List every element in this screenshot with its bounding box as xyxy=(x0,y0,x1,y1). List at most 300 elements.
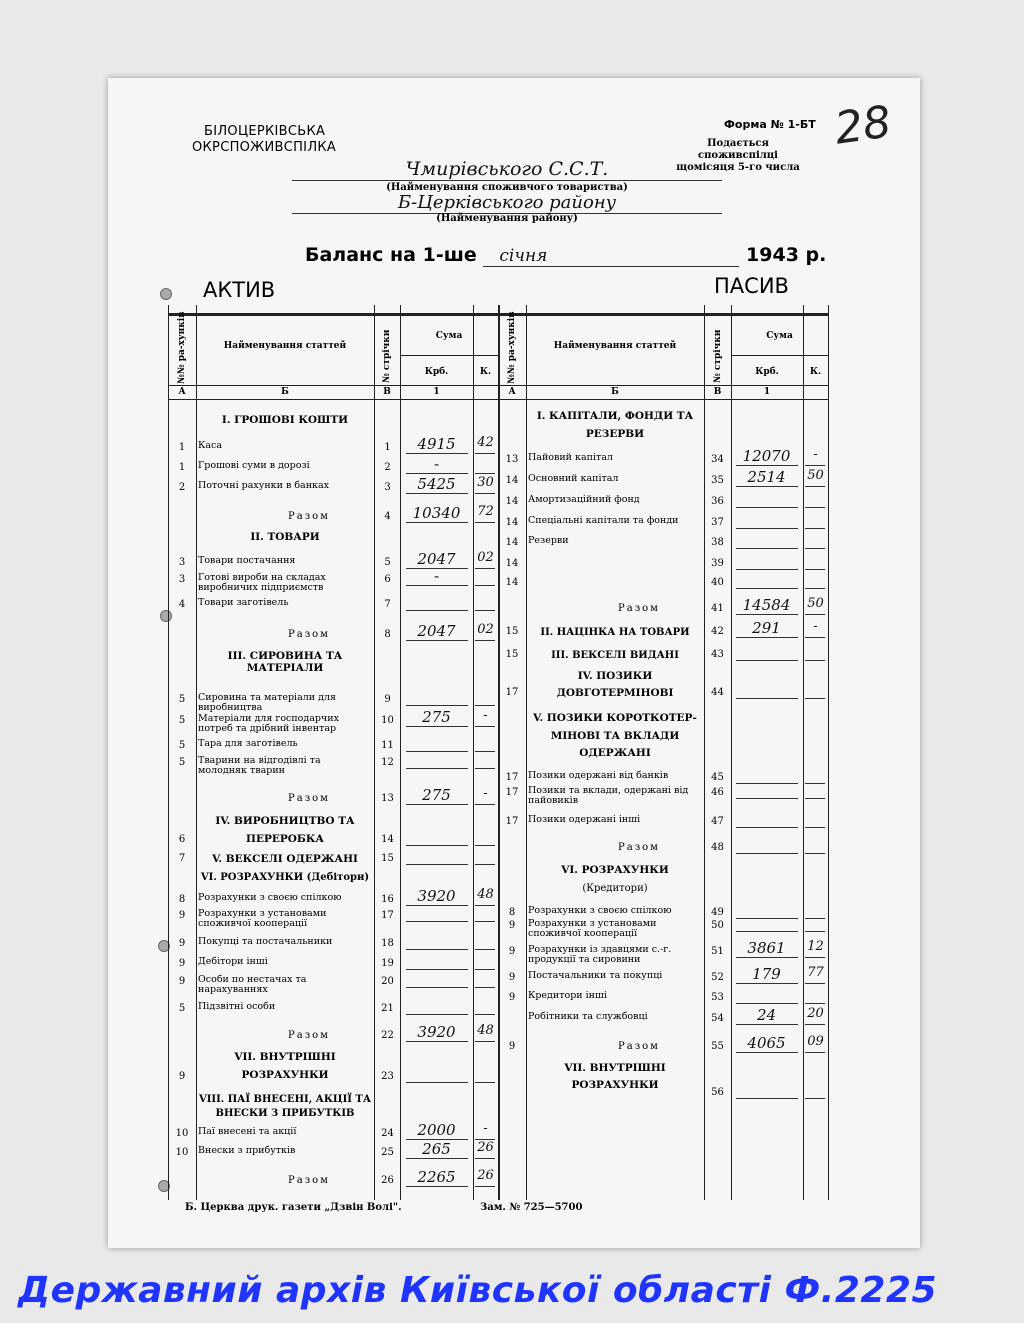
passive-amount-underline xyxy=(736,660,798,661)
passive-account-number: 17 xyxy=(505,816,519,827)
active-amount-kop: 48 xyxy=(477,1023,494,1038)
active-account-number: 10 xyxy=(175,1147,189,1158)
passive-kop-underline xyxy=(805,783,825,784)
active-amount-kop: 48 xyxy=(477,887,494,902)
active-kop-underline xyxy=(475,987,495,988)
passive-kop-underline xyxy=(805,853,825,854)
active-section-heading: ВНЕСКИ З ПРИБУТКІВ xyxy=(215,1108,355,1119)
active-line-number: 16 xyxy=(381,894,394,905)
passive-row-name: Пайовий капітал xyxy=(528,452,613,463)
active-account-number: 9 xyxy=(178,1071,186,1082)
passive-kop-underline xyxy=(805,918,825,919)
active-kop-underline xyxy=(475,585,495,586)
passive-amount-underline xyxy=(736,853,798,854)
passive-row-name: Розрахунки із здавцями с.-г. продукції та сировини xyxy=(528,944,672,965)
active-account-number: 5 xyxy=(178,715,186,726)
passive-account-number: 14 xyxy=(505,517,519,528)
col-letter: Б xyxy=(611,387,619,397)
passive-amount-underline xyxy=(736,1098,798,1099)
active-kop-underline xyxy=(475,804,495,805)
col-letter: Б xyxy=(281,387,289,397)
active-amount-underline xyxy=(406,751,468,752)
active-account-number: 3 xyxy=(178,557,186,568)
active-row-name: Тварини на відгодівлі та молодняк тварин xyxy=(198,755,321,776)
active-line-number: 7 xyxy=(384,599,391,610)
active-kop-underline xyxy=(475,493,495,494)
active-kop-underline xyxy=(475,726,495,727)
passive-account-number: 15 xyxy=(505,626,519,637)
active-account-number: 5 xyxy=(178,740,186,751)
passive-row-name: Розрахунки з своєю спілкою xyxy=(528,905,672,916)
active-row-name: Розрахунки з своєю спілкою xyxy=(198,892,342,903)
passive-section-heading: IV. ПОЗИКИ xyxy=(577,670,653,682)
active-amount-krb: - xyxy=(433,567,440,585)
passive-amount-krb: 24 xyxy=(756,1006,777,1024)
active-section-heading: I. ГРОШОВІ КОШТИ xyxy=(221,414,349,426)
col-k-passive: К. xyxy=(809,367,822,377)
active-amount-kop: 26 xyxy=(477,1168,494,1183)
passive-row-name: Кредитори інші xyxy=(528,990,607,1001)
active-line-number: 9 xyxy=(384,694,391,705)
active-line-number: 21 xyxy=(381,1003,394,1014)
active-account-number: 7 xyxy=(178,853,186,864)
col-line-passive: № стрічки xyxy=(713,329,723,383)
passive-section-heading: VI. РОЗРАХУНКИ xyxy=(561,864,669,876)
passive-line-number: 41 xyxy=(711,603,724,614)
active-amount-underline xyxy=(406,1186,468,1187)
passive-line-number: 34 xyxy=(711,454,724,465)
passive-kop-underline xyxy=(805,614,825,615)
col-acct-active: №№ ра-хунків xyxy=(177,311,187,384)
active-row-name: Каса xyxy=(198,440,223,451)
passive-amount-underline xyxy=(736,614,798,615)
submission-note: Подається споживспілці щомісяця 5-го числа xyxy=(676,138,800,173)
active-row-name: Розрахунки з установами споживчої кооперації xyxy=(198,908,327,929)
active-amount-kop: 72 xyxy=(477,504,494,519)
passive-kop-underline xyxy=(805,1024,825,1025)
passive-line-number: 52 xyxy=(711,972,724,983)
active-row-name: Покупці та постачальники xyxy=(198,936,333,947)
active-row-name: Матеріали для господарчих потреб та дрібний інвентар xyxy=(198,713,339,734)
passive-kop-underline xyxy=(805,931,825,932)
passive-section-heading: РЕЗЕРВИ xyxy=(585,428,645,440)
passive-line-number: 55 xyxy=(711,1041,724,1052)
passive-line-number: 45 xyxy=(711,772,724,783)
active-amount-krb: 10340 xyxy=(412,504,461,522)
active-amount-kop: - xyxy=(483,1121,488,1136)
passive-amount-underline xyxy=(736,548,798,549)
passive-amount-kop: 50 xyxy=(807,596,824,611)
organization-name: БІЛОЦЕРКІВСЬКА ОКРСПОЖИВСПІЛКА xyxy=(192,124,337,155)
active-line-number: 23 xyxy=(381,1071,394,1082)
active-amount-krb: 3920 xyxy=(417,887,456,905)
active-account-number: 6 xyxy=(178,834,186,845)
passive-section-heading: II. НАЦІНКА НА ТОВАРИ xyxy=(540,627,690,638)
col-sum-passive: Сума xyxy=(766,331,793,341)
col-letter: В xyxy=(713,387,722,397)
active-amount-krb: 4915 xyxy=(417,435,456,453)
passive-section-heading: V. ПОЗИКИ КОРОТКОТЕР- xyxy=(533,712,697,724)
active-line-number: 1 xyxy=(384,442,391,453)
passive-amount-underline xyxy=(736,507,798,508)
passive-kop-underline xyxy=(805,569,825,570)
active-kop-underline xyxy=(475,522,495,523)
active-amount-underline xyxy=(406,845,468,846)
passive-kop-underline xyxy=(805,507,825,508)
balance-title: Баланс на 1-ше січня 1943 р. xyxy=(305,244,827,266)
passive-kop-underline xyxy=(805,486,825,487)
passive-kop-underline xyxy=(805,698,825,699)
passive-account-number: 15 xyxy=(505,649,519,660)
passive-amount-krb: 14584 xyxy=(742,596,791,614)
passive-row-name: Позики одержані від банків xyxy=(528,770,669,781)
handwritten-sheet-number: 28 xyxy=(831,96,895,155)
active-account-number: 8 xyxy=(178,894,186,905)
active-amount-underline xyxy=(406,705,468,706)
active-row-name: Тара для заготівель xyxy=(198,738,298,749)
passive-amount-underline xyxy=(736,637,798,638)
active-amount-underline xyxy=(406,610,468,611)
active-amount-kop: 02 xyxy=(477,550,494,565)
passive-kop-underline xyxy=(805,588,825,589)
active-subtotal-label: Разом xyxy=(288,793,330,804)
col-item-active: Найменування статтей xyxy=(223,341,347,351)
order-number: Зам. № 725—5700 xyxy=(480,1202,583,1213)
active-kop-underline xyxy=(475,453,495,454)
passive-line-number: 50 xyxy=(711,920,724,931)
active-amount-underline xyxy=(406,522,468,523)
active-amount-krb: 2000 xyxy=(417,1121,456,1139)
passive-line-number: 53 xyxy=(711,992,724,1003)
active-row-name: Товари заготівель xyxy=(198,597,289,608)
passive-line-number: 54 xyxy=(711,1013,724,1024)
active-line-number: 24 xyxy=(381,1128,394,1139)
active-subtotal-label: Разом xyxy=(288,1030,330,1041)
col-letter: А xyxy=(508,387,516,397)
passive-section-heading: РОЗРАХУНКИ xyxy=(571,1079,659,1091)
passive-subtotal-label: Разом xyxy=(618,1041,660,1052)
passive-amount-underline xyxy=(736,1024,798,1025)
active-amount-underline xyxy=(406,640,468,641)
active-account-number: 4 xyxy=(178,599,186,610)
active-kop-underline xyxy=(475,751,495,752)
active-row-name: Товари постачання xyxy=(198,555,296,566)
active-line-number: 8 xyxy=(384,629,391,640)
balance-year: 1943 xyxy=(746,244,799,266)
passive-amount-underline xyxy=(736,783,798,784)
active-section-heading: ПЕРЕРОБКА xyxy=(246,833,324,845)
passive-kop-underline xyxy=(805,465,825,466)
active-line-number: 14 xyxy=(381,834,394,845)
passive-account-number: 17 xyxy=(505,787,519,798)
passive-amount-underline xyxy=(736,798,798,799)
passive-row-name: Позики та вклади, одержані від пайовиків xyxy=(528,785,689,806)
passive-amount-kop: 50 xyxy=(807,468,824,483)
active-account-number: 10 xyxy=(175,1128,189,1139)
passive-amount-underline xyxy=(736,931,798,932)
passive-account-number: 14 xyxy=(505,558,519,569)
passive-amount-underline xyxy=(736,588,798,589)
passive-section-heading: I. КАПІТАЛИ, ФОНДИ ТА xyxy=(536,410,694,422)
passive-amount-kop: 12 xyxy=(807,939,824,954)
active-amount-underline xyxy=(406,969,468,970)
passive-line-number: 56 xyxy=(711,1087,724,1098)
active-amount-kop: - xyxy=(483,786,488,801)
active-section-heading: II. ТОВАРИ xyxy=(250,531,320,543)
active-amount-kop: 26 xyxy=(477,1140,494,1155)
active-line-number: 18 xyxy=(381,938,394,949)
active-amount-underline xyxy=(406,726,468,727)
active-line-number: 5 xyxy=(384,557,391,568)
passive-line-number: 48 xyxy=(711,842,724,853)
active-amount-underline xyxy=(406,905,468,906)
passive-section-heading: ДОВГОТЕРМІНОВІ xyxy=(556,687,674,699)
active-section-heading: VII. ВНУТРІШНІ xyxy=(234,1051,336,1063)
active-amount-underline xyxy=(406,585,468,586)
active-amount-underline xyxy=(406,1014,468,1015)
active-section-heading: VI. РОЗРАХУНКИ (Дебітори) xyxy=(200,872,370,883)
passive-line-number: 35 xyxy=(711,475,724,486)
passive-account-number: 8 xyxy=(508,907,516,918)
active-kop-underline xyxy=(475,1158,495,1159)
passive-amount-underline xyxy=(736,957,798,958)
passive-kop-underline xyxy=(805,827,825,828)
passive-line-number: 43 xyxy=(711,649,724,660)
passive-account-number: 13 xyxy=(505,454,519,465)
balance-month: січня xyxy=(483,246,739,267)
passive-kop-underline xyxy=(805,983,825,984)
active-line-number: 2 xyxy=(384,462,391,473)
passive-line-number: 42 xyxy=(711,626,724,637)
active-section-heading: IV. ВИРОБНИЦТВО ТА xyxy=(215,815,355,827)
punch-hole xyxy=(160,288,172,300)
active-row-name: Особи по нестачах та нарахуваннях xyxy=(198,974,307,995)
passive-line-number: 46 xyxy=(711,787,724,798)
active-line-number: 4 xyxy=(384,511,391,522)
passive-amount-underline xyxy=(736,528,798,529)
active-amount-krb: 265 xyxy=(422,1140,451,1158)
active-amount-kop: 02 xyxy=(477,622,494,637)
passive-kop-underline xyxy=(805,548,825,549)
passive-amount-kop: 77 xyxy=(807,965,824,980)
passive-kop-underline xyxy=(805,660,825,661)
active-row-name: Готові вироби на складах виробничих підприємств xyxy=(198,572,326,593)
passive-line-number: 44 xyxy=(711,687,724,698)
passive-account-number: 17 xyxy=(505,687,519,698)
active-line-number: 3 xyxy=(384,482,391,493)
passive-subtotal-label: Разом xyxy=(618,842,660,853)
col-line-active: № стрічки xyxy=(382,329,392,383)
passive-amount-underline xyxy=(736,918,798,919)
passive-amount-underline xyxy=(736,698,798,699)
passive-line-number: 36 xyxy=(711,496,724,507)
active-line-number: 26 xyxy=(381,1175,394,1186)
active-amount-underline xyxy=(406,921,468,922)
active-amount-underline xyxy=(406,1158,468,1159)
active-amount-krb: - xyxy=(433,455,440,473)
passive-line-number: 39 xyxy=(711,558,724,569)
active-account-number: 9 xyxy=(178,938,186,949)
passive-row-name: Спеціальні капітали та фонди xyxy=(528,515,679,526)
passive-row-name: Позики одержані інші xyxy=(528,814,641,825)
active-line-number: 13 xyxy=(381,793,394,804)
active-row-name: Грошові суми в дорозі xyxy=(198,460,310,471)
active-amount-kop: - xyxy=(483,708,488,723)
active-amount-underline xyxy=(406,1082,468,1083)
society-caption: (Найменування споживчого товариства) xyxy=(386,182,628,193)
active-amount-krb: 2047 xyxy=(417,622,456,640)
form-number: Форма № 1-БТ xyxy=(724,118,816,131)
active-line-number: 10 xyxy=(381,715,394,726)
passive-kop-underline xyxy=(805,957,825,958)
passive-kop-underline xyxy=(805,1052,825,1053)
active-line-number: 12 xyxy=(381,757,394,768)
active-account-number: 9 xyxy=(178,976,186,987)
active-row-name: Дебітори інші xyxy=(198,956,268,967)
active-kop-underline xyxy=(475,1041,495,1042)
passive-amount-kop: - xyxy=(813,447,818,462)
passive-line-number: 51 xyxy=(711,946,724,957)
active-account-number: 1 xyxy=(178,442,186,453)
active-amount-krb: 5425 xyxy=(417,475,456,493)
active-amount-underline xyxy=(406,1041,468,1042)
active-amount-underline xyxy=(406,473,468,474)
active-line-number: 15 xyxy=(381,853,394,864)
passive-amount-underline xyxy=(736,827,798,828)
passive-account-number: 14 xyxy=(505,496,519,507)
active-amount-underline xyxy=(406,949,468,950)
passive-amount-underline xyxy=(736,465,798,466)
district-name-field: Б-Церківського району xyxy=(292,192,722,214)
passive-section-heading: III. ВЕКСЕЛІ ВИДАНІ xyxy=(551,650,679,661)
passive-amount-krb: 4065 xyxy=(747,1034,786,1052)
passive-amount-krb: 179 xyxy=(752,965,781,983)
active-amount-krb: 2265 xyxy=(417,1168,456,1186)
passive-side-title: ПАСИВ xyxy=(714,274,789,298)
passive-kop-underline xyxy=(805,1098,825,1099)
active-kop-underline xyxy=(475,610,495,611)
passive-line-number: 38 xyxy=(711,537,724,548)
active-line-number: 22 xyxy=(381,1030,394,1041)
passive-amount-underline xyxy=(736,1052,798,1053)
balance-table xyxy=(168,305,829,1200)
active-kop-underline xyxy=(475,473,495,474)
passive-row-name: Розрахунки з установами споживчої кооперації xyxy=(528,918,657,939)
active-kop-underline xyxy=(475,905,495,906)
passive-section-heading: МІНОВІ ТА ВКЛАДИ xyxy=(550,730,680,742)
passive-amount-kop: 09 xyxy=(807,1034,824,1049)
col-item-passive: Найменування статтей xyxy=(553,341,677,351)
active-account-number: 5 xyxy=(178,694,186,705)
active-section-heading: V. ВЕКСЕЛІ ОДЕРЖАНІ xyxy=(212,853,358,865)
society-name-field: Чмирівського С.С.Т. xyxy=(292,158,722,181)
active-row-name: Паї внесені та акції xyxy=(198,1126,297,1137)
active-line-number: 6 xyxy=(384,574,391,585)
active-account-number: 5 xyxy=(178,757,186,768)
passive-account-number: 9 xyxy=(508,972,516,983)
col-sum-active: Сума xyxy=(435,331,463,341)
passive-subtotal-label: Разом xyxy=(618,603,660,614)
active-kop-underline xyxy=(475,949,495,950)
passive-amount-kop: 20 xyxy=(807,1006,824,1021)
active-account-number: 1 xyxy=(178,462,186,473)
passive-amount-krb: 12070 xyxy=(742,447,791,465)
passive-account-number: 14 xyxy=(505,537,519,548)
col-acct-passive: №№ ра-хунків xyxy=(507,311,517,384)
active-section-heading: РОЗРАХУНКИ xyxy=(241,1069,329,1081)
active-amount-underline xyxy=(406,864,468,865)
active-amount-krb: 3920 xyxy=(417,1023,456,1041)
district-caption: (Найменування району) xyxy=(436,213,578,224)
active-kop-underline xyxy=(475,1186,495,1187)
passive-row-name: Амортизаційний фонд xyxy=(528,494,640,505)
active-amount-krb: 275 xyxy=(422,708,451,726)
passive-account-number: 17 xyxy=(505,772,519,783)
passive-line-number: 47 xyxy=(711,816,724,827)
passive-row-name: Постачальники та покупці xyxy=(528,970,663,981)
active-kop-underline xyxy=(475,640,495,641)
passive-amount-krb: 3861 xyxy=(747,939,786,957)
archive-watermark: Державний архів Київської області Ф.2225 xyxy=(18,1270,938,1311)
active-amount-kop: 42 xyxy=(477,435,494,450)
active-account-number: 2 xyxy=(178,482,186,493)
active-account-number: 9 xyxy=(178,910,186,921)
active-section-heading: VIII. ПАЇ ВНЕСЕНІ, АКЦІЇ ТА xyxy=(198,1094,372,1105)
passive-amount-underline xyxy=(736,983,798,984)
active-kop-underline xyxy=(475,768,495,769)
active-kop-underline xyxy=(475,1082,495,1083)
active-side-title: АКТИВ xyxy=(203,278,276,302)
passive-line-number: 49 xyxy=(711,907,724,918)
col-krb-active: Крб. xyxy=(424,367,449,377)
active-amount-kop: 30 xyxy=(477,475,494,490)
passive-amount-krb: 291 xyxy=(752,619,781,637)
passive-row-name: Основний капітал xyxy=(528,473,619,484)
passive-account-number: 14 xyxy=(505,475,519,486)
col-krb-passive: Крб. xyxy=(755,367,779,377)
active-amount-underline xyxy=(406,804,468,805)
active-line-number: 19 xyxy=(381,958,394,969)
col-letter: В xyxy=(383,387,391,397)
passive-account-number: 9 xyxy=(508,946,516,957)
active-line-number: 11 xyxy=(381,740,394,751)
active-account-number: 5 xyxy=(178,1003,186,1014)
active-amount-underline xyxy=(406,493,468,494)
active-amount-underline xyxy=(406,768,468,769)
col-k-active: К. xyxy=(479,367,492,377)
active-kop-underline xyxy=(475,864,495,865)
passive-account-number: 14 xyxy=(505,577,519,588)
passive-line-number: 40 xyxy=(711,577,724,588)
passive-amount-underline xyxy=(736,486,798,487)
active-line-number: 17 xyxy=(381,910,394,921)
active-section-heading: МАТЕРІАЛИ xyxy=(246,662,324,674)
passive-kop-underline xyxy=(805,637,825,638)
passive-amount-kop: - xyxy=(813,619,818,634)
passive-account-number: 9 xyxy=(508,992,516,1003)
active-row-name: Внески з прибутків xyxy=(198,1145,296,1156)
passive-section-heading: ОДЕРЖАНІ xyxy=(579,747,651,759)
active-amount-krb: 275 xyxy=(422,786,451,804)
active-line-number: 20 xyxy=(381,976,394,987)
active-amount-underline xyxy=(406,453,468,454)
active-row-name: Поточні рахунки в банках xyxy=(198,480,330,491)
col-letter: 1 xyxy=(433,387,440,397)
active-account-number: 3 xyxy=(178,574,186,585)
col-letter: А xyxy=(178,387,186,397)
active-line-number: 25 xyxy=(381,1147,394,1158)
active-row-name: Сировина та матеріали для виробництва xyxy=(198,692,337,713)
